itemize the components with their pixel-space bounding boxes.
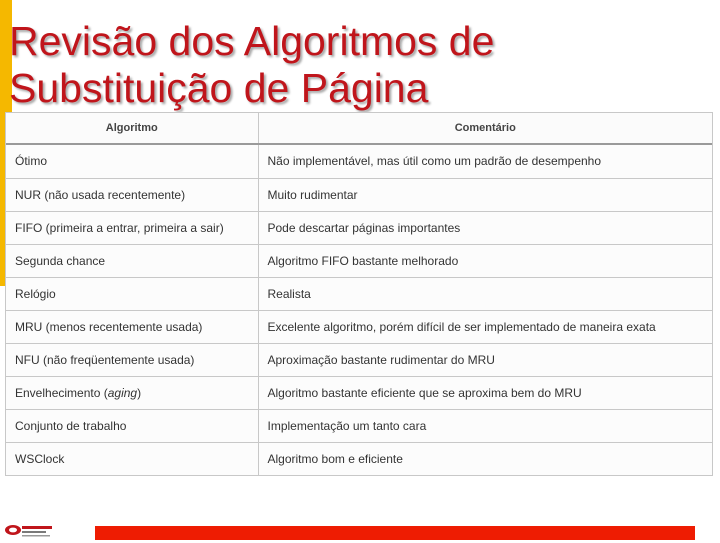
table-row bbox=[6, 211, 712, 244]
algorithm-cell: MRU (menos recentemente usada) bbox=[6, 311, 258, 344]
header-comment: Comentário bbox=[258, 113, 712, 144]
slide-title-line-1: Revisão dos Algoritmos de bbox=[9, 18, 495, 64]
comment-cell: Não implementável, mas útil como um padrão de desempenho bbox=[258, 144, 712, 178]
institution-logo-icon bbox=[4, 520, 54, 538]
slide-title bbox=[9, 18, 609, 112]
slide-title-line-2: Substituição de Página bbox=[9, 65, 429, 111]
footer-bar bbox=[95, 526, 695, 540]
algorithm-cell: NFU (não freqüentemente usada) bbox=[6, 344, 258, 377]
table-row bbox=[6, 277, 712, 310]
comment-cell: Pode descartar páginas importantes bbox=[258, 211, 712, 244]
comment-cell: Algoritmo bom e eficiente bbox=[258, 443, 712, 475]
table-row bbox=[6, 410, 712, 443]
algorithm-cell: WSClock bbox=[6, 443, 258, 475]
table-row bbox=[6, 178, 712, 211]
table-row bbox=[6, 311, 712, 344]
table-row bbox=[6, 244, 712, 277]
comment-cell: Algoritmo FIFO bastante melhorado bbox=[258, 244, 712, 277]
algorithm-cell: NUR (não usada recentemente) bbox=[6, 178, 258, 211]
table-row bbox=[6, 443, 712, 475]
algorithm-table bbox=[5, 112, 713, 476]
table-header-row bbox=[6, 113, 712, 144]
table-row bbox=[6, 344, 712, 377]
algorithm-cell: Conjunto de trabalho bbox=[6, 410, 258, 443]
algorithm-cell: Envelhecimento (aging) bbox=[6, 377, 258, 410]
table-row bbox=[6, 377, 712, 410]
comment-cell: Implementação um tanto cara bbox=[258, 410, 712, 443]
comment-cell: Algoritmo bastante eficiente que se aproxima bem do MRU bbox=[258, 377, 712, 410]
comment-cell: Muito rudimentar bbox=[258, 178, 712, 211]
comment-cell: Realista bbox=[258, 277, 712, 310]
header-algorithm: Algoritmo bbox=[6, 113, 258, 144]
algorithm-cell: Segunda chance bbox=[6, 244, 258, 277]
comment-cell: Excelente algoritmo, porém difícil de ser implementado de maneira exata bbox=[258, 311, 712, 344]
comment-cell: Aproximação bastante rudimentar do MRU bbox=[258, 344, 712, 377]
algorithm-cell: FIFO (primeira a entrar, primeira a sair) bbox=[6, 211, 258, 244]
aging-emphasis: aging bbox=[107, 386, 138, 401]
algorithm-cell: Relógio bbox=[6, 277, 258, 310]
algorithm-cell: Ótimo bbox=[6, 144, 258, 178]
table-row bbox=[6, 144, 712, 178]
